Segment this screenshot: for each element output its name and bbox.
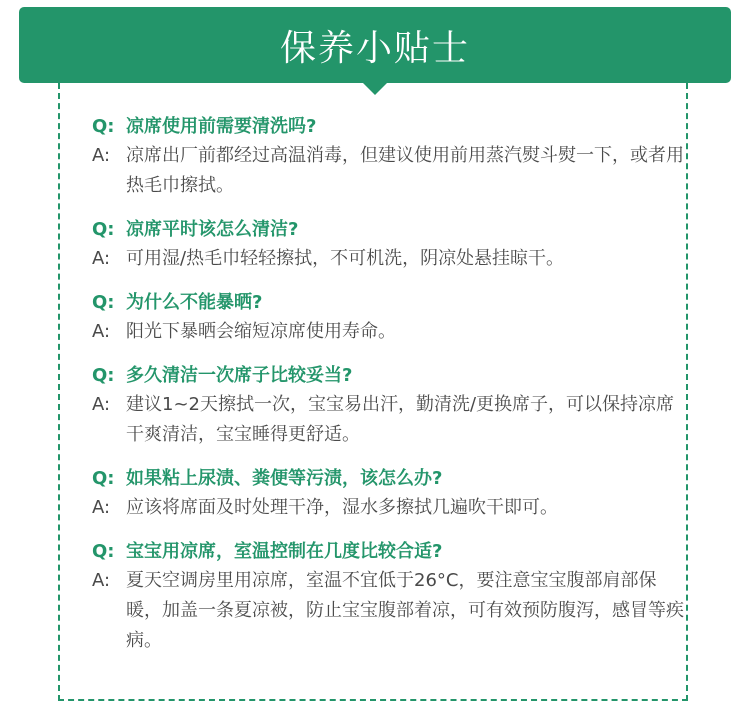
faq-list	[92, 113, 692, 671]
question-row	[92, 465, 692, 493]
faq-item	[92, 216, 692, 274]
faq-item	[92, 538, 692, 656]
question-prefix: Q:	[92, 219, 115, 240]
answer-prefix: A:	[92, 145, 111, 166]
answer-text: 阳光下暴晒会缩短凉席使用寿命。	[126, 321, 396, 342]
answer-row	[92, 566, 692, 656]
answer-text: 应该将席面及时处理干净，湿水多擦拭几遍吹干即可。	[126, 497, 558, 518]
question-text: 如果粘上尿渍、粪便等污渍，该怎么办?	[126, 468, 443, 489]
answer-text: 建议1~2天擦拭一次，宝宝易出汗，勤清洗/更换席子，可以保持凉席干爽清洁，宝宝睡得更舒适。	[126, 394, 675, 445]
question-text: 凉席使用前需要清洗吗?	[126, 116, 317, 137]
question-prefix: Q:	[92, 541, 115, 562]
question-prefix: Q:	[92, 292, 115, 313]
answer-row	[92, 390, 692, 450]
question-prefix: Q:	[92, 365, 115, 386]
answer-prefix: A:	[92, 497, 111, 518]
question-text: 为什么不能暴晒?	[126, 292, 263, 313]
answer-row	[92, 493, 692, 523]
faq-item	[92, 113, 692, 201]
question-row	[92, 113, 692, 141]
faq-item	[92, 289, 692, 347]
question-text: 多久清洁一次席子比较妥当?	[126, 365, 353, 386]
answer-row	[92, 244, 692, 274]
header-banner	[19, 7, 731, 83]
answer-row	[92, 317, 692, 347]
question-row	[92, 289, 692, 317]
answer-text: 凉席出厂前都经过高温消毒，但建议使用前用蒸汽熨斗熨一下，或者用热毛巾擦拭。	[126, 145, 684, 196]
faq-item	[92, 465, 692, 523]
page-title: 保养小贴士	[279, 27, 470, 69]
question-text: 凉席平时该怎么清洁?	[126, 219, 299, 240]
question-prefix: Q:	[92, 468, 115, 489]
question-row	[92, 362, 692, 390]
question-row	[92, 216, 692, 244]
question-text: 宝宝用凉席，室温控制在几度比较合适?	[126, 541, 443, 562]
answer-text: 可用湿/热毛巾轻轻擦拭，不可机洗，阴凉处悬挂晾干。	[126, 248, 565, 269]
answer-prefix: A:	[92, 570, 111, 591]
answer-prefix: A:	[92, 248, 111, 269]
question-row	[92, 538, 692, 566]
answer-prefix: A:	[92, 321, 111, 342]
answer-text: 夏天空调房里用凉席，室温不宜低于26°C，要注意宝宝腹部肩部保暖，加盖一条夏凉被，防止宝宝腹部着凉，可有效预防腹泻，感冒等疾病。	[126, 570, 684, 651]
faq-item	[92, 362, 692, 450]
question-prefix: Q:	[92, 116, 115, 137]
answer-prefix: A:	[92, 394, 111, 415]
answer-row	[92, 141, 692, 201]
